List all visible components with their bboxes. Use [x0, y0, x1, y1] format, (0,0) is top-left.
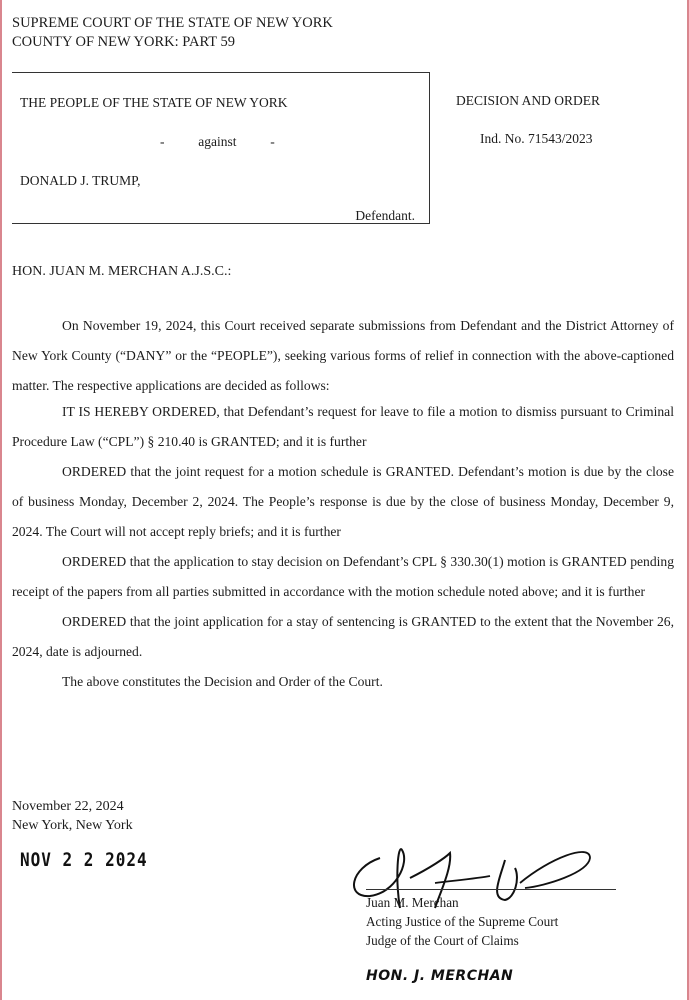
judge-name: Juan M. Merchan — [366, 895, 459, 910]
order-body-intro — [12, 311, 674, 401]
judge-name-stamp: HON. J. MERCHAN — [366, 968, 514, 984]
index-number: Ind. No. 71543/2023 — [480, 131, 593, 146]
page-edge-left — [0, 0, 2, 1000]
court-county-part: COUNTY OF NEW YORK: PART 59 — [12, 34, 235, 50]
signature-block — [366, 893, 558, 950]
judge-title-supreme: Acting Justice of the Supreme Court — [366, 914, 559, 929]
against-line: - against - — [160, 134, 275, 149]
signature-line — [366, 889, 616, 890]
defendant-label: Defendant. — [355, 208, 415, 223]
decision-date: November 22, 2024 — [12, 799, 124, 814]
judge-heading: HON. JUAN M. MERCHAN A.J.S.C.: — [12, 264, 232, 279]
defendant-name: DONALD J. TRUMP, — [20, 173, 141, 188]
paragraph-order-schedule: ORDERED that the joint request for a motion schedule is GRANTED. Defendant’s motion is due by the close of business Monday, December 2, 2024. The People’s response is due by the close of business Monday, December 9, 2024. The Court will not accept reply briefs; and it is further — [12, 464, 674, 539]
paragraph-order-stay-decision: ORDERED that the application to stay decision on Defendant’s CPL § 330.30(1) motion is GRANTED pending receipt of the papers from all parties submitted in accordance with the motion schedule noted above; and it is further — [12, 554, 674, 599]
paragraph-intro: On November 19, 2024, this Court received separate submissions from Defendant and the District Attorney of New York County (“DANY” or the “PEOPLE”), seeking various forms of relief in connection with the above-captioned matter. The respective applications are decided as follows: — [12, 318, 674, 393]
dated-block — [12, 797, 133, 835]
plaintiff-name: THE PEOPLE OF THE STATE OF NEW YORK — [20, 95, 288, 110]
judge-title-claims: Judge of the Court of Claims — [366, 933, 519, 948]
order-body-orders — [12, 397, 674, 697]
paragraph-conclusion: The above constitutes the Decision and Order of the Court. — [62, 674, 383, 689]
document-title: DECISION AND ORDER — [456, 93, 601, 108]
date-stamp: NOV 2 2 2024 — [20, 848, 148, 871]
case-caption — [12, 72, 430, 224]
court-header — [12, 14, 333, 52]
court-name: SUPREME COURT OF THE STATE OF NEW YORK — [12, 15, 333, 31]
decision-place: New York, New York — [12, 818, 133, 833]
paragraph-order-dismiss: IT IS HEREBY ORDERED, that Defendant’s request for leave to file a motion to dismiss pursuant to Criminal Procedure Law (“CPL”) § 210.40 is GRANTED; and it is further — [12, 404, 674, 449]
paragraph-order-stay-sentencing: ORDERED that the joint application for a stay of sentencing is GRANTED to the extent that the November 26, 2024, date is adjourned. — [12, 614, 674, 659]
